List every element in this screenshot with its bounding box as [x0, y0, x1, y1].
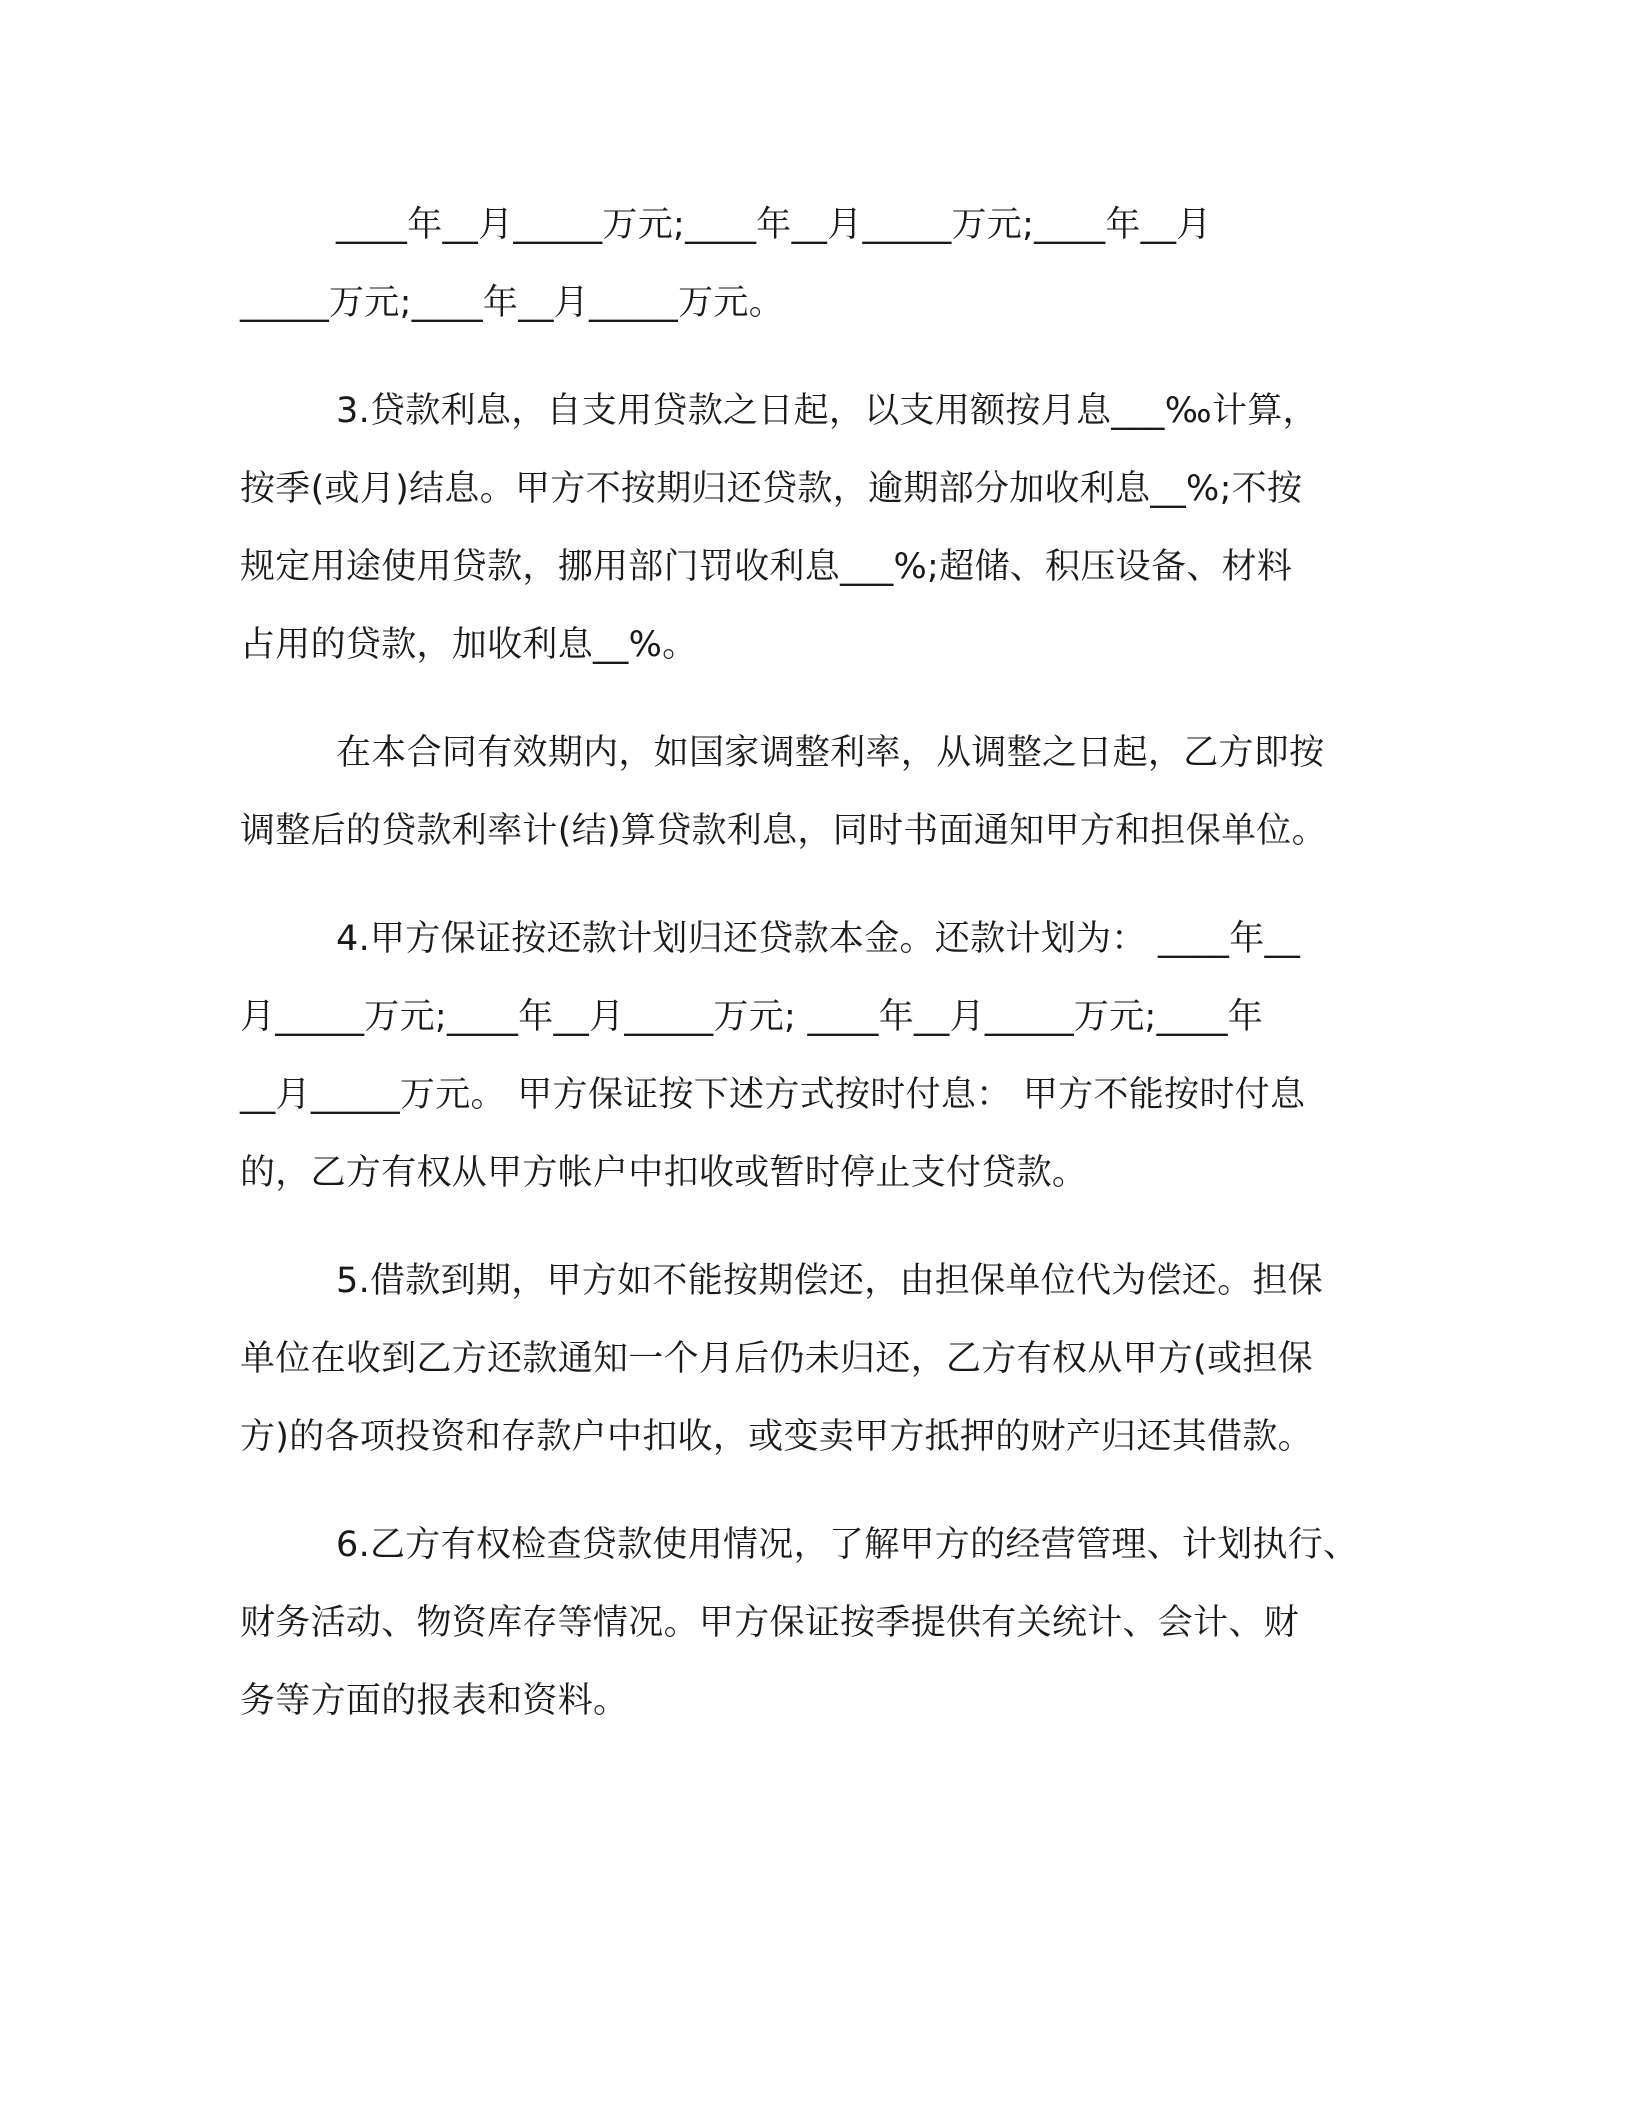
paragraph-inspection	[240, 1506, 1400, 1740]
paragraph-schedule-continued	[240, 186, 1400, 342]
text-line: ____年__月_____万元;____年__月_____万元;____年__月	[336, 205, 1212, 245]
text-line: 占用的贷款，加收利息__%。	[240, 625, 698, 665]
paragraph-rate-adjustment	[240, 714, 1400, 870]
document-body	[240, 186, 1400, 1770]
paragraph-repayment	[240, 900, 1400, 1212]
text-line: 月_____万元;____年__月_____万元; ____年__月_____万元;____年	[240, 997, 1264, 1037]
text-line: 在本合同有效期内，如国家调整利率，从调整之日起，乙方即按	[336, 733, 1325, 773]
text-line: 务等方面的报表和资料。	[240, 1681, 629, 1721]
text-line: 的，乙方有权从甲方帐户中扣收或暂时停止支付贷款。	[240, 1153, 1088, 1193]
text-line: 4.甲方保证按还款计划归还贷款本金。还款计划为： ____年__	[336, 919, 1301, 959]
text-line: 按季(或月)结息。甲方不按期归还贷款，逾期部分加收利息__%;不按	[240, 469, 1303, 509]
text-line: _____万元;____年__月_____万元。	[240, 283, 784, 323]
text-line: 单位在收到乙方还款通知一个月后仍未归还，乙方有权从甲方(或担保	[240, 1339, 1313, 1379]
text-line: 财务活动、物资库存等情况。甲方保证按季提供有关统计、会计、财	[240, 1603, 1300, 1643]
text-line: 3.贷款利息，自支用贷款之日起，以支用额按月息___‰计算，	[336, 391, 1318, 431]
text-line: 5.借款到期，甲方如不能按期偿还，由担保单位代为偿还。担保	[336, 1261, 1324, 1301]
text-line: 方)的各项投资和存款户中扣收，或变卖甲方抵押的财产归还其借款。	[240, 1417, 1313, 1457]
text-line: 规定用途使用贷款，挪用部门罚收利息___%;超储、积压设备、材料	[240, 547, 1293, 587]
text-line: 6.乙方有权检查贷款使用情况，了解甲方的经营管理、计划执行、	[336, 1525, 1359, 1565]
text-line: 调整后的贷款利率计(结)算贷款利息，同时书面通知甲方和担保单位。	[240, 811, 1327, 851]
text-line: __月_____万元。 甲方保证按下述方式按时付息： 甲方不能按时付息	[240, 1075, 1306, 1115]
paragraph-interest	[240, 372, 1400, 684]
paragraph-maturity	[240, 1242, 1400, 1476]
